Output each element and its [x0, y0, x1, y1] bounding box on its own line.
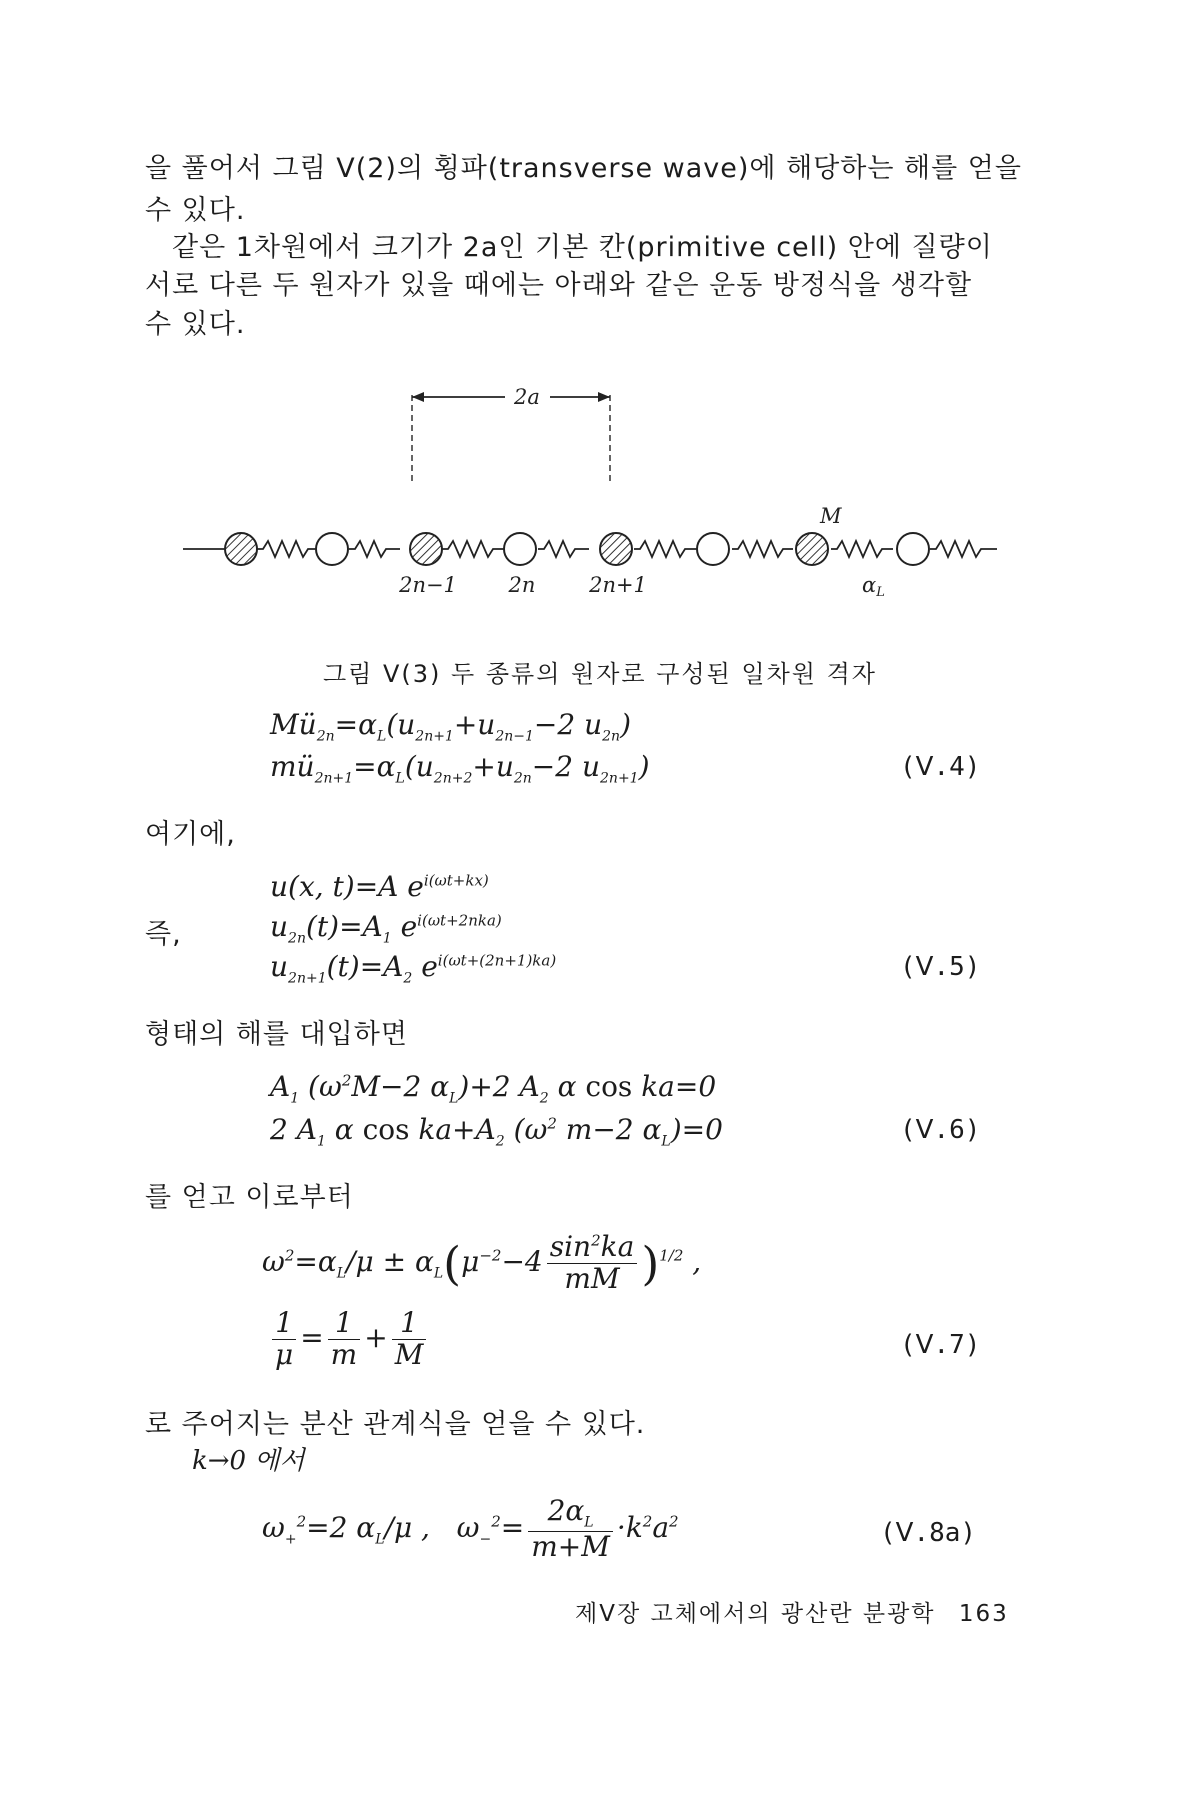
body-line-7: 즉,	[145, 919, 182, 950]
spring	[634, 541, 701, 557]
heavy-atom	[796, 533, 828, 565]
alpha-label: αL	[862, 573, 885, 600]
body-line-9: 를 얻고 이로부터	[145, 1182, 354, 1213]
equation-v5-line1: u(x, t)=A $e^{i(\omega t+kx)}$	[270, 870, 489, 903]
spring	[831, 541, 893, 557]
heavy-atom	[225, 533, 257, 565]
spring	[930, 541, 997, 557]
site-label-2n+1: 2n+1	[589, 573, 647, 597]
body-line-5: 수 있다.	[145, 309, 246, 340]
arrow-left-icon	[412, 392, 424, 402]
equation-v4-line2: $mü_{2n+1}=\alpha_L(u_{2n+2}+u_{2n}-2$ $u_{2n+1}$)	[270, 750, 650, 787]
equation-v6-line1: $A_1$ ($\omega^2M-2$ $\alpha_L)+2$ $A_2$ α cos ka=0	[270, 1070, 717, 1107]
equation-v5-line2: $u_{2n}(t)=A_1$ $e^{i(\omega t+2nka)}$	[270, 910, 502, 947]
body-line-1: 을 풀어서 그림 Ⅴ(2)의 횡파(transverse wave)에 해당하는 해를 얻을	[145, 153, 1022, 184]
light-atom	[316, 533, 348, 565]
page-number: 163	[958, 1601, 1009, 1627]
body-line-6: 여기에,	[145, 819, 236, 850]
light-atom	[504, 533, 536, 565]
equation-number-v4: (Ⅴ.4)	[900, 752, 981, 782]
lattice-figure	[0, 375, 1200, 600]
arrow-right-icon	[598, 392, 610, 402]
equation-number-v8a: (Ⅴ.8a)	[880, 1518, 977, 1548]
spring	[349, 541, 400, 557]
equation-v7-line1: $\omega^2=\alpha_L/\mu \pm \alpha_L(\mu^{-2}-4$ $\frac{\sin^2ka}{mM}$ )$^{1/2}$ ,	[262, 1230, 702, 1295]
chapter-title: 제Ⅴ장 고체에서의 광산란 분광학	[575, 1601, 936, 1627]
light-atom	[897, 533, 929, 565]
heavy-atom	[410, 533, 442, 565]
chain	[183, 541, 997, 557]
site-label-2n: 2n	[508, 573, 536, 597]
spring	[732, 541, 793, 557]
span-label: 2a	[514, 385, 540, 409]
equation-v5-line3: $u_{2n+1}(t)=A_2$ $e^{i(\omega t+(2n+1)ka)}$	[270, 950, 557, 987]
equation-v8a: $\omega_+^2=2$ $\alpha_L/\mu$ , $\omega_-^2=$ $\frac{2\alpha_L}{m+M}$ $\cdot k^2a^2$	[262, 1494, 679, 1563]
body-line-3: 같은 1차원에서 크기가 2a인 기본 칸(primitive cell) 안에 질량이	[172, 232, 993, 263]
heavy-atom	[600, 533, 632, 565]
site-label-2n-1: 2n−1	[399, 573, 457, 597]
light-atom	[697, 533, 729, 565]
equation-number-v6: (Ⅴ.6)	[900, 1115, 981, 1145]
equation-v6-line2: 2 $A_1$ α $\cos ka+A_2$ ($\omega^2$ m−2 $\alpha_L)=0$	[270, 1113, 723, 1150]
limit-prefix: k→0 에서	[192, 1446, 305, 1476]
spring	[538, 541, 589, 557]
body-line-8: 형태의 해를 대입하면	[145, 1019, 408, 1050]
running-footer	[575, 1595, 1009, 1628]
equation-number-v7: (Ⅴ.7)	[900, 1330, 981, 1360]
spring	[442, 541, 509, 557]
equation-number-v5: (Ⅴ.5)	[900, 952, 981, 982]
equation-v7-line2: $\frac{1}{\mu}$ = $\frac{1}{m}$ + $\frac{1}{M}$	[268, 1308, 430, 1371]
mass-label: M	[820, 504, 842, 528]
body-line-2: 수 있다.	[145, 195, 246, 226]
equation-v4-line1: $Mü_{2n}=\alpha_L(u_{2n+1}+u_{2n-1}-2$ $u_{2n}$)	[270, 708, 631, 745]
body-line-10: 로 주어지는 분산 관계식을 얻을 수 있다.	[145, 1409, 646, 1440]
body-line-4: 서로 다른 두 원자가 있을 때에는 아래와 같은 운동 방정식을 생각할	[145, 270, 973, 301]
spring	[257, 541, 324, 557]
figure-caption: 그림 Ⅴ(3) 두 종류의 원자로 구성된 일차원 격자	[323, 660, 877, 688]
